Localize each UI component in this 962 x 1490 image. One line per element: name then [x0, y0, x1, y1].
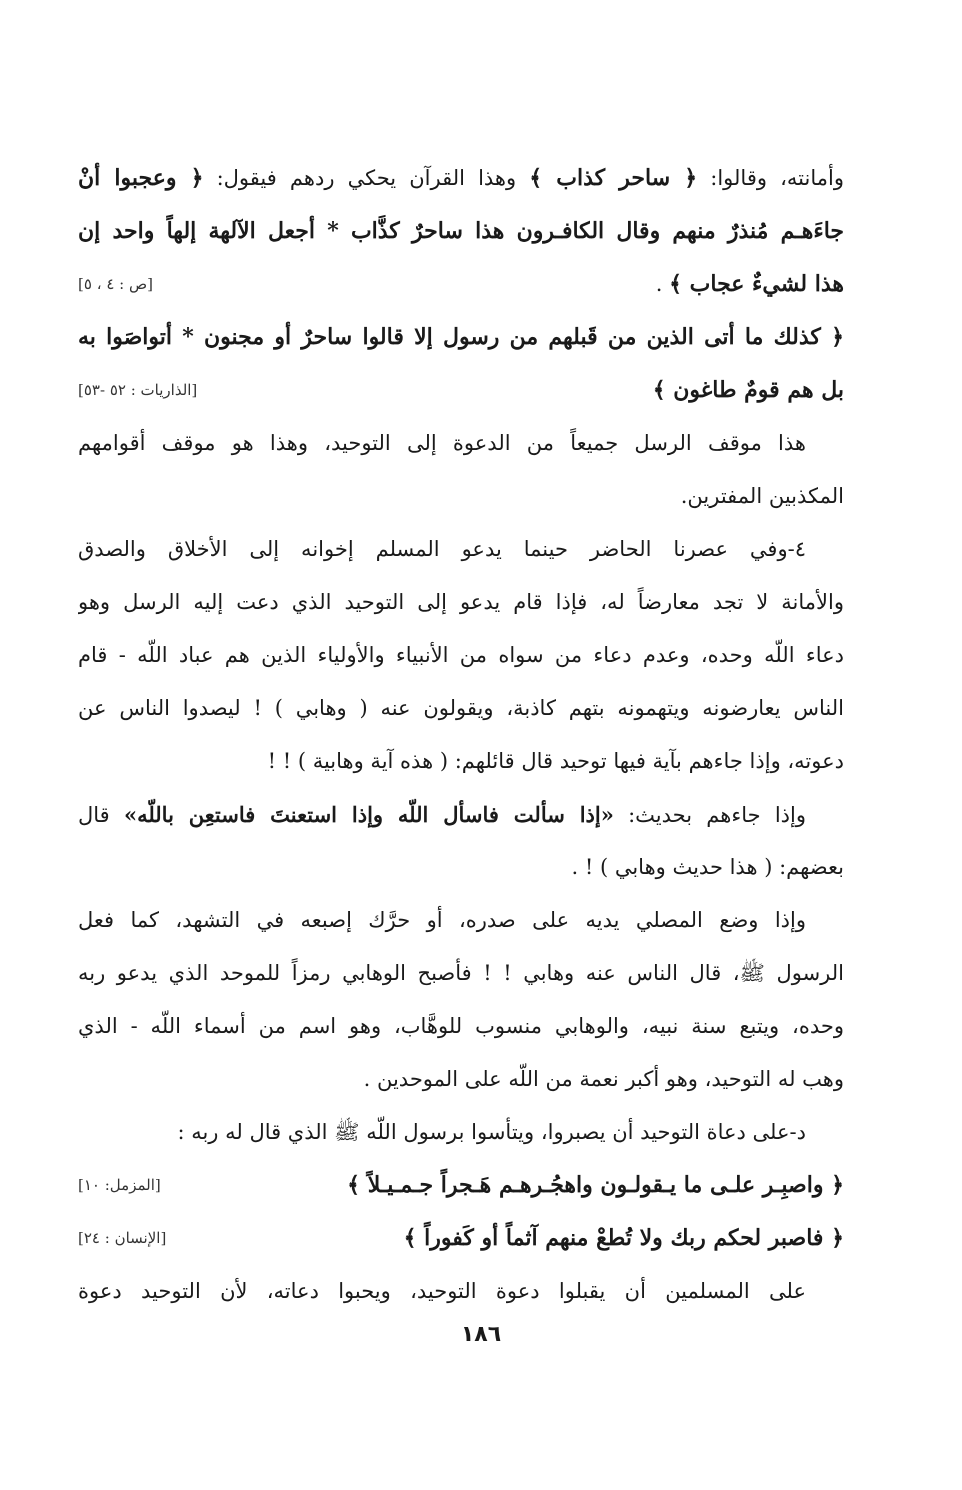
text-line-14 [78, 841, 844, 894]
text-run: دعوته، وإذا جاءهم بآية فيها توحيد قال قائلهم: ( هذه آية وهابية ) ! ! [267, 749, 844, 773]
text-run: وأمانته، وقالوا: [697, 166, 844, 190]
text-line-15 [78, 894, 844, 947]
text-line-1 [78, 152, 844, 205]
quran-quote: ﴿ واصبِـر علـى ما يـقولـون واهجُـرهـم هَـجراً جـمـيـلاً ﴾ [347, 1172, 844, 1198]
text-line-18 [78, 1053, 844, 1106]
page-body [78, 152, 844, 1318]
quran-quote: جاءَهـم مُنذرٌ منهم وقال الكافـرون هذا ساحرٌ كذَّاب * أجعل الآلهة إلهاً واحد إن [78, 218, 844, 244]
text-run: بعضهم: ( هذا حديث وهابي ) ! . [571, 855, 844, 879]
text-run: وهذا القرآن يحكي ردهم فيقول: [203, 166, 530, 190]
verse-reference: [الذاريات : ٥٢ -٥٣] [78, 381, 198, 399]
quran-quote: بل هم قومٌ طاغون ﴾ [652, 377, 844, 403]
quran-quote: هذا لشيءٌ عجاب ﴾ [669, 271, 844, 297]
verse-reference: [الإنسان : ٢٤] [78, 1229, 167, 1247]
text-line-12 [78, 735, 844, 788]
quran-quote: ﴿ فاصبر لحكم ربك ولا تُطعْ منهم آثماً أو كَفوراً ﴾ [403, 1225, 844, 1251]
text-line-16 [78, 947, 844, 1000]
text-run: قال [78, 803, 124, 827]
text-line-10 [78, 629, 844, 682]
quran-quote: ﴿ ساحر كذاب ﴾ [529, 165, 698, 191]
text-run: ٤-وفي عصرنا الحاضر حينما يدعو المسلم إخوانه إلى الأخلاق والصدق [78, 537, 806, 561]
text-line-13 [78, 788, 844, 841]
text-line-6 [78, 417, 844, 470]
quran-line-3 [78, 258, 844, 311]
text-run: على المسلمين أن يقبلوا دعوة التوحيد، ويحبوا دعاته، لأن التوحيد دعوة [78, 1279, 806, 1303]
text-line-19 [78, 1106, 844, 1159]
text-run: دعاء اللّه وحده، وعدم دعاء من سواه من الأنبياء والأولياء الذين هم عباد اللّه - قام [78, 643, 844, 667]
text-run: وهب له التوحيد، وهو أكبر نعمة من اللّه على الموحدين . [363, 1067, 844, 1091]
text-line-17 [78, 1000, 844, 1053]
text-line-22 [78, 1265, 844, 1318]
text-run: المكذبين المفترين. [680, 484, 844, 508]
text-run: . [655, 272, 670, 296]
text-run: الناس يعارضونه ويتهمونه بتهم كاذبة، ويقولون عنه ( وهابي ) ! ليصدوا الناس عن [78, 696, 844, 720]
text-run: والأمانة لا تجد معارضاً له، فإذا قام يدعو إلى التوحيد الذي دعت إليه الرسل وهو [78, 590, 844, 614]
verse-reference: [المزمل: ١٠] [78, 1176, 161, 1194]
quran-quote: ﴿ كذلك ما أتى الذين من قَبلهم من رسول إلا قالوا ساحرٌ أو مجنون * أتواصَوا به [78, 324, 844, 350]
quran-line-20 [78, 1159, 844, 1212]
text-run: وحده، ويتبع سنة نبيه، والوهابي منسوب للوهَّاب، وهو اسم من أسماء اللّه - الذي [78, 1014, 844, 1038]
page-number: ١٨٦ [460, 1322, 502, 1347]
quran-line-2 [78, 205, 844, 258]
text-line-7 [78, 470, 844, 523]
quran-line-5 [78, 364, 844, 417]
quran-line-21 [78, 1212, 844, 1265]
text-line-9 [78, 576, 844, 629]
text-run: وإذا جاءهم بحديث: [613, 803, 806, 827]
verse-reference: [ص : ٤ ، ٥] [78, 275, 153, 293]
quran-line-4 [78, 311, 844, 364]
quran-quote: ﴿ وعجبوا أنْ [78, 165, 204, 191]
text-line-8 [78, 523, 844, 576]
hadith-quote: «إذا سألت فاسأل اللّه وإذا استعنتَ فاستعِن باللّه» [123, 802, 614, 827]
text-run: الرسول ﷺ، قال الناس عنه وهابي ! ! فأصبح الوهابي رمزاً للموحد الذي يدعو ربه [78, 961, 844, 985]
text-run: وإذا وضع المصلي يديه على صدره، أو حرَّك إصبعه في التشهد، كما فعل [78, 908, 806, 932]
text-run: هذا موقف الرسل جميعاً من الدعوة إلى التوحيد، وهذا هو موقف أقوامهم [78, 431, 806, 455]
text-run: د-على دعاة التوحيد أن يصبروا، ويتأسوا برسول اللّه ﷺ الذي قال له ربه : [177, 1120, 806, 1144]
text-line-11 [78, 682, 844, 735]
